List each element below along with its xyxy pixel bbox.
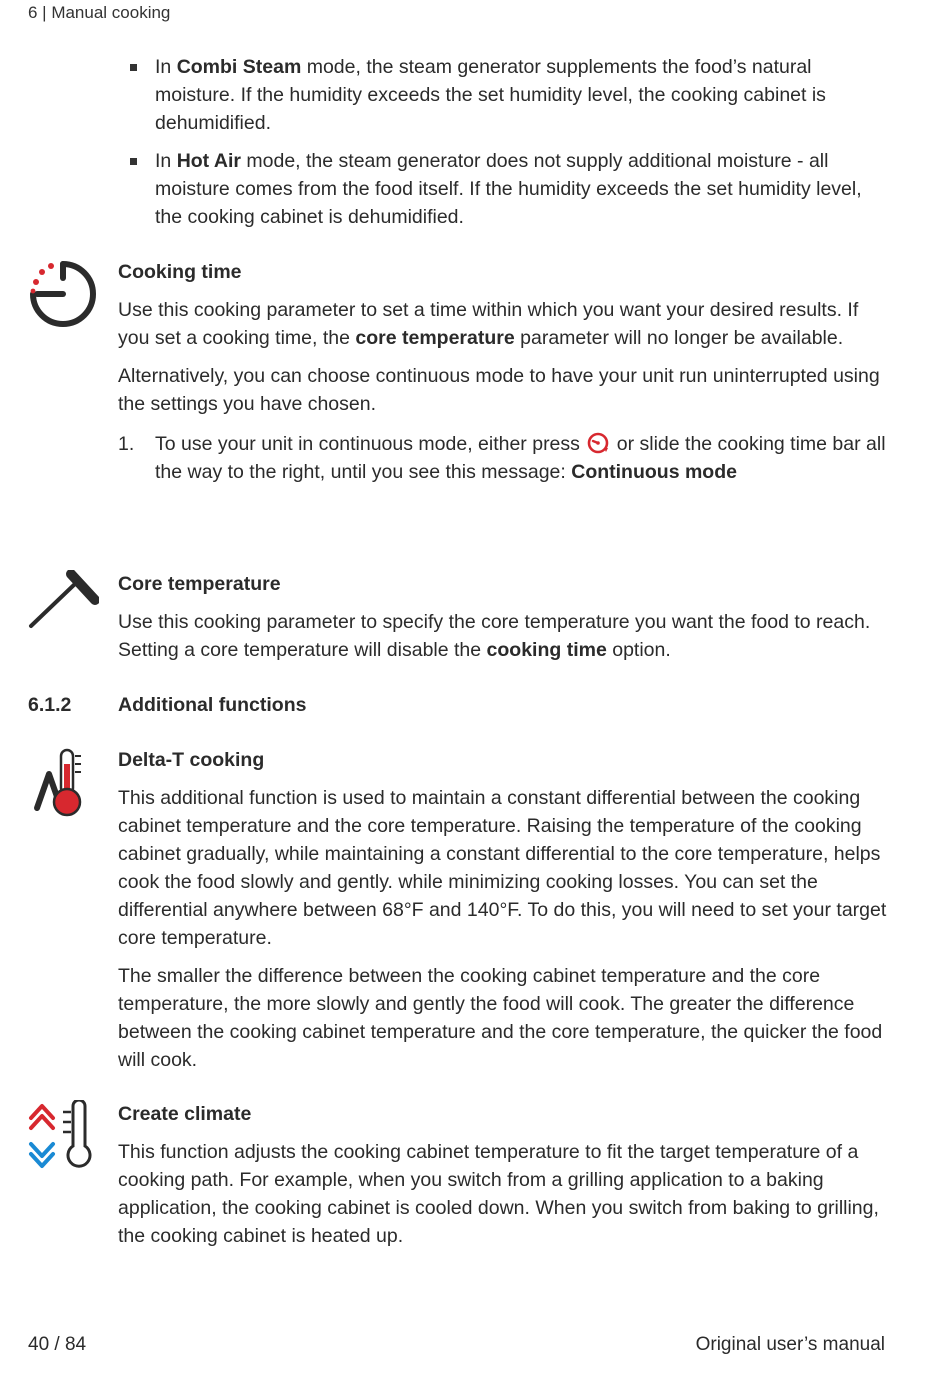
- section-title: Create climate: [118, 1103, 252, 1125]
- step-item: 1. To use your unit in continuous mode, either press or slide the cooking time bar all the way to the right, until you see this message: Continuous mode: [118, 430, 888, 486]
- section-title: Core temperature: [118, 573, 281, 595]
- section-delta-t: [118, 746, 888, 1074]
- subsection-number: 6.1.2: [28, 694, 72, 716]
- delta-t-thermometer-icon: [27, 746, 93, 818]
- continuous-mode-icon: [585, 431, 611, 455]
- paragraph: Use this cooking parameter to specify the core temperature you want the food to reach. Setting a core temperature will disable the cooking time option.: [118, 611, 871, 661]
- step-list: [118, 430, 888, 486]
- section-cooking-time: [118, 258, 888, 486]
- section-title: Delta-T cooking: [118, 749, 265, 771]
- paragraph: This function adjusts the cooking cabinet temperature to fit the target temperature of a cooking path. For example, when you switch from a grilling application to a baking application, the cooking cabinet is cooled down. When you switch from baking to grilling, the cooking cabinet is heated up.: [118, 1141, 879, 1247]
- bullet-combi-steam: In Combi Steam mode, the steam generator supplements the food’s natural moisture. If the humidity exceeds the set humidity level, the cooking cabinet is dehumidified.: [155, 53, 885, 137]
- section-core-temperature: [118, 570, 888, 664]
- paragraph: This additional function is used to maintain a constant differential between the cooking cabinet temperature and the core temperature. Raising the temperature of the cooking cabinet gradually, while maintaining a constant differential to the core temperature, helps cook the food slowly and gently. while minimizing cooking losses. You can set the differential anywhere between 68°F and 140°F. To do this, you will need to set your target core temperature.: [118, 787, 887, 949]
- paragraph: Use this cooking parameter to set a time within which you want your desired results. If you set a cooking time, the core temperature parameter will no longer be available.: [118, 299, 859, 349]
- timer-icon: [27, 258, 99, 330]
- paragraph: Alternatively, you can choose continuous mode to have your unit run uninterrupted using the settings you have chosen.: [118, 365, 880, 415]
- core-probe-icon: [27, 570, 99, 630]
- section-title: Cooking time: [118, 261, 242, 283]
- subsection-heading: [28, 691, 306, 719]
- paragraph: The smaller the difference between the cooking cabinet temperature and the core temperature, the more slowly and gently the food will cook. The greater the difference between the cooking cabinet temperature and the core temperature, the quicker the food will cook.: [118, 965, 883, 1071]
- bullet-hot-air: In Hot Air mode, the steam generator does not supply additional moisture - all moisture comes from the food itself. If the humidity exceeds the set humidity level, the cooking cabinet is dehumidified.: [155, 147, 885, 231]
- mode-bullet-list: [155, 53, 885, 241]
- section-create-climate: [118, 1100, 888, 1250]
- square-bullet-icon: [130, 64, 137, 71]
- climate-thermometer-icon: [27, 1100, 97, 1172]
- step-number: 1.: [118, 433, 135, 455]
- square-bullet-icon: [130, 158, 137, 165]
- subsection-title: Additional functions: [118, 694, 307, 716]
- document-title: Original user’s manual: [695, 1334, 885, 1355]
- running-header: 6 | Manual cooking: [28, 3, 171, 22]
- page-number: 40 / 84: [28, 1334, 87, 1355]
